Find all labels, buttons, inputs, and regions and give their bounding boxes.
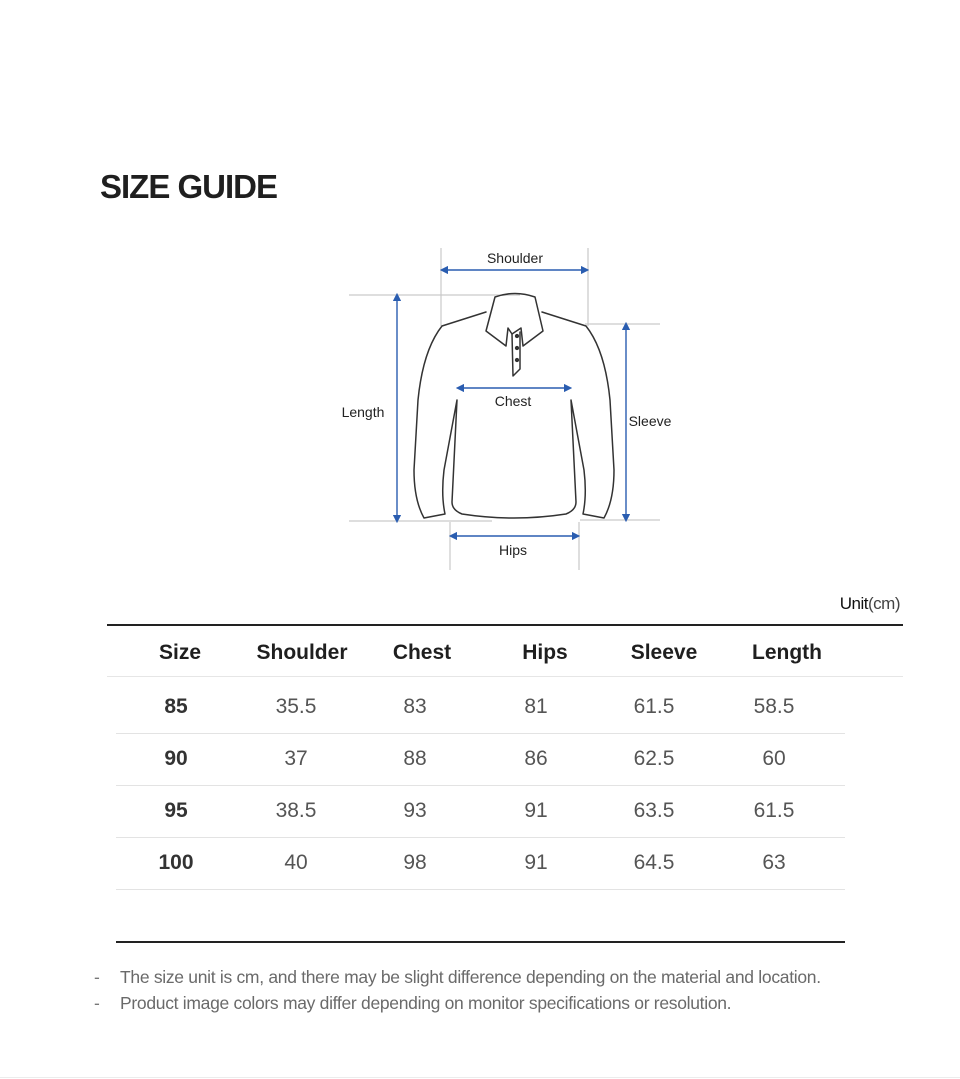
page-bottom-divider — [0, 1077, 960, 1078]
note-text: Product image colors may differ depending on monitor specifications or resolution. — [120, 993, 732, 1013]
guide-lines — [349, 248, 660, 570]
cell-hips: 81 — [524, 695, 548, 718]
cell-chest: 93 — [403, 799, 427, 822]
header-divider — [107, 676, 903, 677]
label-shoulder: Shoulder — [486, 250, 544, 266]
header-shoulder: Shoulder — [256, 641, 348, 664]
cell-hips: 91 — [524, 851, 548, 874]
cell-hips: 91 — [524, 799, 548, 822]
row-divider — [116, 733, 845, 734]
header-length: Length — [752, 641, 822, 664]
note-item — [94, 990, 821, 1016]
cell-size: 90 — [164, 747, 188, 770]
header-size: Size — [158, 641, 202, 664]
cell-chest: 98 — [403, 851, 427, 874]
size-notes — [94, 964, 821, 1016]
table-top-rule — [107, 624, 903, 626]
row-divider — [116, 889, 845, 890]
note-bullet: - — [94, 993, 100, 1013]
cell-sleeve: 64.5 — [633, 851, 675, 874]
header-sleeve: Sleeve — [630, 641, 698, 664]
table-bottom-rule — [116, 941, 845, 943]
label-sleeve: Sleeve — [628, 413, 672, 429]
note-bullet: - — [94, 967, 100, 987]
label-hips: Hips — [498, 542, 528, 558]
cell-shoulder: 38.5 — [275, 799, 317, 822]
page-title: SIZE GUIDE — [100, 168, 278, 205]
row-divider — [116, 785, 845, 786]
note-text: The size unit is cm, and there may be slight difference depending on the material and location. — [120, 967, 821, 987]
unit-value: (cm) — [868, 594, 900, 613]
header-hips: Hips — [522, 641, 568, 664]
cell-shoulder: 40 — [284, 851, 308, 874]
cell-length: 61.5 — [753, 799, 795, 822]
cell-shoulder: 35.5 — [275, 695, 317, 718]
header-chest: Chest — [392, 641, 452, 664]
unit-label — [840, 594, 900, 614]
garment-measurement-diagram — [330, 240, 680, 580]
cell-size: 100 — [158, 851, 194, 874]
row-divider — [116, 837, 845, 838]
note-item — [94, 964, 821, 990]
cell-chest: 88 — [403, 747, 427, 770]
unit-text: Unit — [839, 594, 869, 613]
label-length: Length — [341, 404, 385, 420]
cell-size: 85 — [164, 695, 188, 718]
cell-length: 63 — [762, 851, 786, 874]
label-chest: Chest — [494, 393, 532, 409]
cell-sleeve: 61.5 — [633, 695, 675, 718]
cell-size: 95 — [164, 799, 188, 822]
cell-sleeve: 62.5 — [633, 747, 675, 770]
cell-length: 58.5 — [753, 695, 795, 718]
cell-hips: 86 — [524, 747, 548, 770]
cell-length: 60 — [762, 747, 786, 770]
cell-chest: 83 — [403, 695, 427, 718]
cell-sleeve: 63.5 — [633, 799, 675, 822]
cell-shoulder: 37 — [284, 747, 308, 770]
